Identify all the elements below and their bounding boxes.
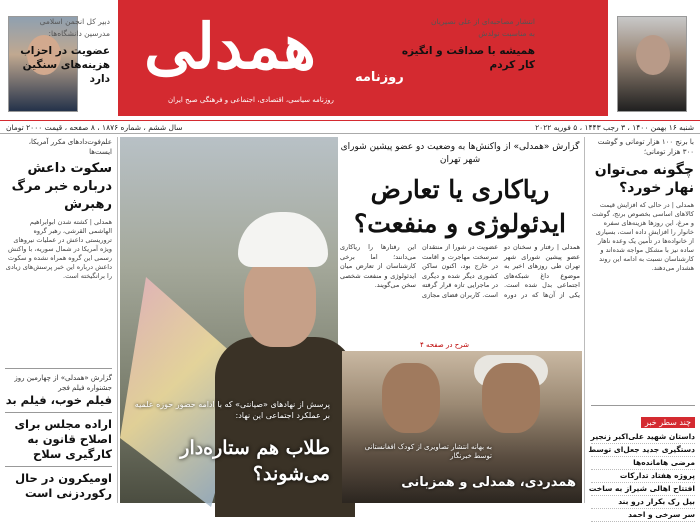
news-title: اراده مجلس برای اصلاح قانون به کارگیری سلاح (14, 417, 112, 461)
story-kicker: علم‌فوت‌دادهای مکرر آمریکا، ایست‌ها (28, 138, 112, 156)
short-news-item[interactable]: داستان شهید علی‌اکبر زنجیر (591, 431, 695, 444)
photo-story-title[interactable]: همدردی، همدلی و همزبانی (401, 475, 576, 490)
lead-body: همدلی | رفتار و سخنان دو عضو پیشین شورای شهر تهران طی روزهای اخیر به موضوع داغ شبکه‌های اجتماعی بدل شده است. یکی از آن‌ها که در دوره عضویت در شورا از منتقدان سرسخت مهاجرت و اقامت در خارج بود، اکنون ساکن کشوری دیگر شده و دیگری در ماجرایی تازه قرار گرفته است. کاربران فضای مجازی این رفتارها را ریاکاری می‌دانند؛ اما برخی کارشناسان از تعارض میان ایدئولوژی و منفعت شخصی سخن می‌گویند. (340, 243, 580, 299)
left-column (0, 137, 118, 503)
short-news-item[interactable]: پروژه هفتاد تدارکات (591, 470, 695, 483)
story-title[interactable]: چگونه می‌توان نهار خورد؟ (594, 162, 694, 196)
story-body: همدلی | در حالی که افزایش قیمت کالاهای اساسی بخصوص برنج، گوشت و مرغ، این روزها هزینه‌های سفره خانوار را افزایش داده است، بسیاری از خانواده‌ها در تأمین یک وعده ناهار ساده نیز با مشکل مواجه شده‌اند و کارشناسان نسبت به ادامه این روند هشدار می‌دهند. (591, 201, 694, 272)
cleric-photo[interactable] (120, 137, 338, 503)
dateline (0, 120, 700, 134)
logo-prefix: روزنامه (355, 70, 404, 85)
robe-shape (215, 337, 355, 517)
issue-date: شنبه ۱۶ بهمن ۱۴۰۰ ، ۳ رجب ۱۴۴۳ ، ۵ فوریه ۲۰۲۲ (535, 123, 694, 132)
afghan-photo[interactable] (342, 351, 582, 503)
story-body: همدلی | کشته شدن ابوابراهیم الهاشمی القرشی، رهبر گروه تروریستی داعش در عملیات نیروهای ویژه آمریکا در شمال سوریه، با واکنش رسمی این گروه همراه نشده و سکوت داعش درباره این خبر پرسش‌های زیادی را برانگیخته است. (5, 218, 112, 280)
news-title: فیلم خوب، فیلم بد (5, 393, 112, 407)
story-title[interactable]: سکوت داعش درباره خبر مرگ رهبرش (11, 161, 112, 212)
promo-left[interactable] (0, 16, 118, 86)
short-news-item[interactable]: دستگیری جدید جعل‌ای توسط (591, 444, 695, 457)
short-news-item[interactable]: بیل رک بکرار درو بند (591, 496, 695, 509)
news-block[interactable] (5, 466, 112, 501)
news-title: اومیکرون در حال رکوردزنی است (15, 471, 112, 500)
promo-kicker: مدرسین دانشگاه‌ها: (48, 29, 110, 38)
lead-headline[interactable]: ریاکاری یا تعارض ایدئولوژی و منفعت؟ (353, 175, 566, 238)
promo-kicker: به مناسبت تولدش (478, 29, 535, 38)
face-shape (244, 257, 316, 347)
short-news-item[interactable]: مرضی هامانده‌ها (591, 457, 695, 470)
photo-story-kicker: به بهانه انتشار تصاویری از کودک افغانستانی توسط خبرنگار (364, 443, 492, 460)
continued-page-ref[interactable]: شرح در صفحه ۴ (420, 341, 469, 349)
promo-kicker: دبیر کل انجمن اسلامی (39, 17, 110, 26)
portrait-photo (617, 16, 687, 112)
lead-kicker: گزارش «همدلی» از واکنش‌ها به وضعیت دو عضو پیشین شورای شهر تهران (340, 142, 580, 165)
short-news-item[interactable]: سر سرخی و احمد (591, 509, 695, 522)
masthead (0, 0, 700, 120)
center-section (120, 137, 582, 503)
person-shape (382, 363, 440, 433)
promo-kicker: انتشار مصاحبه‌ای از علی نصیریان (430, 17, 535, 26)
turban-shape (238, 212, 328, 267)
right-column (584, 137, 700, 519)
news-kicker: گزارش «همدلی» از چهارمین روز جشنواره فیلم فجر (14, 374, 112, 392)
news-block[interactable] (5, 368, 112, 408)
short-news-item[interactable]: افتتاح اهالی شیراز به ساخت (591, 483, 695, 496)
issue-info: سال ششم ، شماره ۱۸۷۶ ، ۸ صفحه ، قیمت ۲۰۰۰ تومان (6, 123, 183, 132)
face-shape (636, 35, 670, 75)
promo-headline: عضویت در احزاب هزینه‌های سنگین دارد (20, 45, 110, 85)
news-block[interactable] (5, 412, 112, 462)
logo[interactable]: همدلی (144, 10, 316, 83)
short-news-box (588, 405, 695, 522)
promo-headline: همیشه با صداقت و انگیزه کار کردم (401, 45, 535, 71)
promo-right[interactable] (400, 16, 535, 72)
masthead-tagline: روزنامه سیاسی، اقتصادی، اجتماعی و فرهنگی صبح ایران (168, 96, 334, 104)
photo-story-kicker: پرسش از نهادهای «صیانتی» که با ادامه حضور حوزه علمیه بر عملکرد اجتماعی این نهاد: (134, 400, 330, 420)
person-shape (482, 363, 540, 433)
short-news-header: چند سطر خبر (641, 417, 695, 428)
story-kicker: با برنج ۱۰۰ هزار تومانی و گوشت ۳۰۰ هزار تومانی؛ (597, 138, 694, 156)
photo-story-title[interactable]: طلاب هم ستاره‌دار می‌شوند؟ (180, 437, 330, 485)
